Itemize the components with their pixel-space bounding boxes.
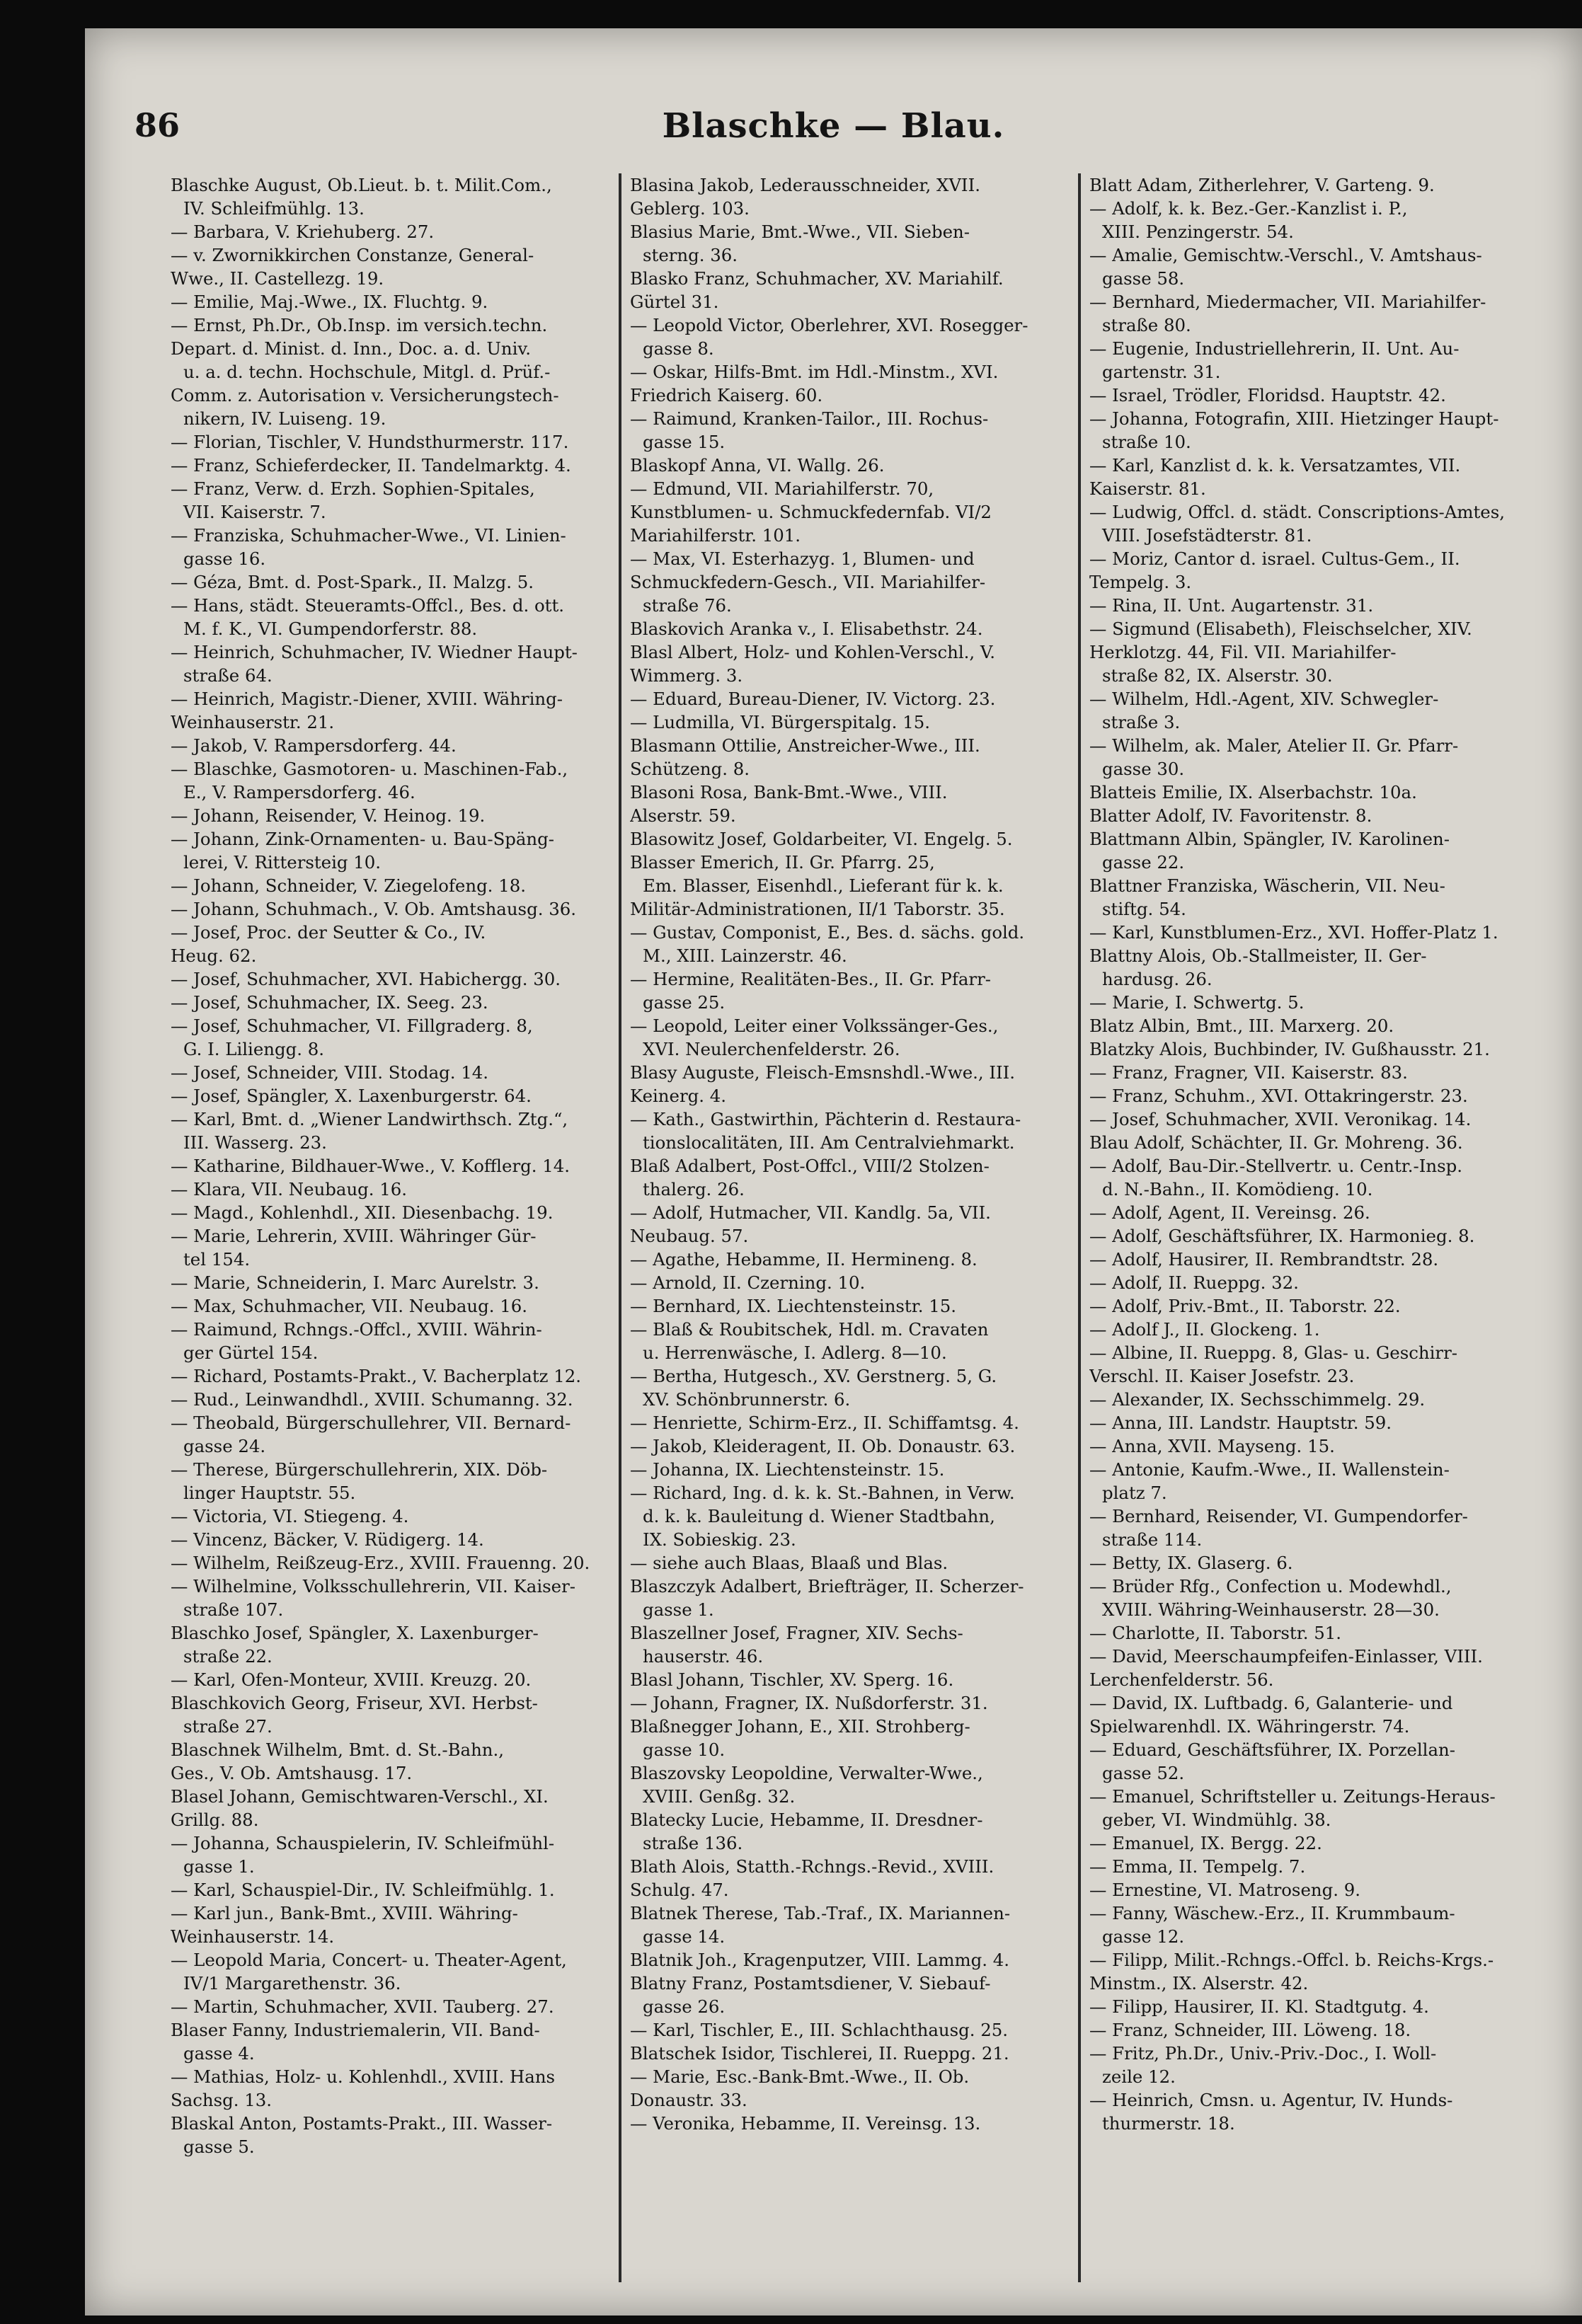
directory-entry-line: — Blaschke, Gasmotoren- u. Maschinen-Fab., <box>171 759 568 779</box>
directory-entry-line: Tempelg. 3. <box>1089 572 1192 592</box>
directory-entry-line: M. f. K., VI. Gumpendorferstr. 88. <box>183 619 478 639</box>
directory-entry-line: Blasser Emerich, II. Gr. Pfarrg. 25, <box>630 852 935 873</box>
directory-entry-line: — Johann, Schneider, V. Ziegelofeng. 18. <box>171 875 526 896</box>
directory-entry-line: gasse 1. <box>183 1856 255 1877</box>
directory-entry-line: Blaskal Anton, Postamts-Prakt., III. Wasser- <box>171 2113 553 2134</box>
directory-entry-line: straße 22. <box>183 1646 273 1667</box>
directory-entry-line: Blattny Alois, Ob.-Stallmeister, II. Ger- <box>1089 945 1427 966</box>
directory-entry-line: Alserstr. 59. <box>630 805 736 826</box>
directory-entry-line: — Fritz, Ph.Dr., Univ.-Priv.-Doc., I. Woll- <box>1089 2043 1437 2064</box>
directory-columns <box>166 173 1575 2282</box>
directory-entry-line: Verschl. II. Kaiser Josefstr. 23. <box>1089 1366 1355 1386</box>
directory-entry-line: hauserstr. 46. <box>643 1646 764 1667</box>
directory-entry-line: Heug. 62. <box>171 945 257 966</box>
directory-entry-line: Blaser Fanny, Industriemalerin, VII. Band- <box>171 2020 540 2040</box>
directory-entry-line: Blaschko Josef, Spängler, X. Laxenburger- <box>171 1623 539 1643</box>
directory-entry-line: Blasy Auguste, Fleisch-Emsnshdl.-Wwe., III. <box>630 1062 1016 1083</box>
directory-entry-line: Blaszellner Josef, Fragner, XIV. Sechs- <box>630 1623 963 1643</box>
directory-entry-line: — Leopold Maria, Concert- u. Theater-Agent, <box>171 1950 567 1970</box>
column-divider <box>1078 173 1081 2282</box>
directory-entry-line: Friedrich Kaiserg. 60. <box>630 385 823 405</box>
directory-entry-line: — Bernhard, Miedermacher, VII. Mariahilfer- <box>1089 292 1486 312</box>
directory-entry-line: — v. Zwornikkirchen Constanze, General- <box>171 245 534 265</box>
directory-page <box>85 28 1582 2316</box>
directory-entry-line: straße 114. <box>1102 1529 1203 1550</box>
directory-entry-line: gartenstr. 31. <box>1102 362 1221 382</box>
directory-entry-line: — Bertha, Hutgesch., XV. Gerstnerg. 5, G. <box>630 1366 997 1386</box>
directory-entry-line: tel 154. <box>183 1249 251 1270</box>
directory-entry-line: — Ernestine, VI. Matroseng. 9. <box>1089 1880 1360 1900</box>
directory-entry-line: Schmuckfedern-Gesch., VII. Mariahilfer- <box>630 572 986 592</box>
directory-entry-line: Blasl Albert, Holz- und Kohlen-Verschl., V. <box>630 642 996 662</box>
directory-entry-line: Blaschke August, Ob.Lieut. b. t. Milit.Com., <box>171 175 552 195</box>
directory-entry-line: linger Hauptstr. 55. <box>183 1483 356 1503</box>
directory-entry-line: — Veronika, Hebamme, II. Vereinsg. 13. <box>630 2113 981 2134</box>
directory-entry-line: Depart. d. Minist. d. Inn., Doc. a. d. Univ. <box>171 338 532 359</box>
directory-entry-line: — Jakob, Kleideragent, II. Ob. Donaustr. 63. <box>630 1436 1016 1456</box>
directory-entry-line: — Antonie, Kaufm.-Wwe., II. Wallenstein- <box>1089 1459 1450 1480</box>
directory-entry-line: Militär-Administrationen, II/1 Taborstr. 35. <box>630 899 1005 919</box>
directory-entry-line: — Katharine, Bildhauer-Wwe., V. Kofflerg. 14. <box>171 1156 571 1176</box>
directory-entry-line: — Anna, III. Landstr. Hauptstr. 59. <box>1089 1413 1392 1433</box>
directory-entry-line: M., XIII. Lainzerstr. 46. <box>643 945 847 966</box>
directory-entry-line: Schützeng. 8. <box>630 759 750 779</box>
directory-entry-line: III. Wasserg. 23. <box>183 1132 327 1153</box>
directory-entry-line: Comm. z. Autorisation v. Versicherungstech- <box>171 385 559 405</box>
directory-entry-line: tionslocalitäten, III. Am Centralviehmarkt. <box>643 1132 1015 1153</box>
directory-entry-line: — Marie, Schneiderin, I. Marc Aurelstr. 3. <box>171 1272 539 1293</box>
directory-entry-line: gasse 15. <box>643 432 726 452</box>
directory-entry-line: — Eugenie, Industriellehrerin, II. Unt. Au- <box>1089 338 1460 359</box>
directory-entry-line: Lerchenfelderstr. 56. <box>1089 1669 1274 1690</box>
directory-entry-line: — Franziska, Schuhmacher-Wwe., VI. Linien- <box>171 525 566 546</box>
directory-entry-line: Em. Blasser, Eisenhdl., Lieferant für k. k. <box>643 875 1004 896</box>
directory-entry-line: Blaszovsky Leopoldine, Verwalter-Wwe., <box>630 1763 983 1783</box>
directory-entry-line: Blaschkovich Georg, Friseur, XVI. Herbst- <box>171 1693 538 1713</box>
directory-entry-line: Blasius Marie, Bmt.-Wwe., VII. Sieben- <box>630 222 970 242</box>
directory-entry-line: Blaszczyk Adalbert, Briefträger, II. Scherzer- <box>630 1576 1024 1597</box>
directory-entry-line: VII. Kaiserstr. 7. <box>183 502 326 522</box>
directory-entry-line: — Charlotte, II. Taborstr. 51. <box>1089 1623 1341 1643</box>
directory-entry-line: Blaskovich Aranka v., I. Elisabethstr. 24. <box>630 619 983 639</box>
directory-entry-line: Blasl Johann, Tischler, XV. Sperg. 16. <box>630 1669 954 1690</box>
directory-entry-line: Blatz Albin, Bmt., III. Marxerg. 20. <box>1089 1016 1394 1036</box>
directory-entry-line: straße 82, IX. Alserstr. 30. <box>1102 665 1333 686</box>
column-left <box>166 173 614 2282</box>
directory-entry-line: — Franz, Schuhm., XVI. Ottakringerstr. 23. <box>1089 1086 1468 1106</box>
directory-entry-line: Blasina Jakob, Lederausschneider, XVII. <box>630 175 980 195</box>
directory-entry-line: — Mathias, Holz- u. Kohlenhdl., XVIII. Hans <box>171 2066 556 2087</box>
directory-entry-line: Schulg. 47. <box>630 1880 729 1900</box>
directory-entry-line: Minstm., IX. Alserstr. 42. <box>1089 1973 1309 1994</box>
directory-entry-line: G. I. Liliengg. 8. <box>183 1039 325 1059</box>
directory-entry-line: d. N.-Bahn., II. Komödieng. 10. <box>1102 1179 1373 1200</box>
directory-entry-line: — Emanuel, IX. Bergg. 22. <box>1089 1833 1322 1853</box>
directory-entry-line: Blaskopf Anna, VI. Wallg. 26. <box>630 455 885 476</box>
directory-entry-line: gasse 52. <box>1102 1763 1185 1783</box>
directory-entry-line: Blasowitz Josef, Goldarbeiter, VI. Engelg. 5. <box>630 829 1013 849</box>
directory-entry-line: gasse 24. <box>183 1436 266 1456</box>
directory-entry-line: platz 7. <box>1102 1483 1167 1503</box>
directory-entry-line: — Wilhelm, Reißzeug-Erz., XVIII. Frauenng. 20. <box>171 1553 590 1573</box>
directory-entry-line: — Josef, Spängler, X. Laxenburgerstr. 64. <box>171 1086 532 1106</box>
directory-entry-line: — Josef, Proc. der Seutter & Co., IV. <box>171 922 486 943</box>
directory-entry-line: thurmerstr. 18. <box>1102 2113 1235 2134</box>
directory-entry-line: Blau Adolf, Schächter, II. Gr. Mohreng. 36. <box>1089 1132 1463 1153</box>
directory-entry-line: XIII. Penzingerstr. 54. <box>1102 222 1294 242</box>
column-right <box>1085 173 1533 2282</box>
directory-entry-line: — Ludmilla, VI. Bürgerspitalg. 15. <box>630 712 930 732</box>
directory-entry-line: Mariahilferstr. 101. <box>630 525 801 546</box>
directory-entry-line: — Heinrich, Schuhmacher, IV. Wiedner Haupt- <box>171 642 578 662</box>
running-head: Blaschke — Blau. <box>662 106 1005 146</box>
page-header <box>134 106 1532 163</box>
directory-entry-line: Blasoni Rosa, Bank-Bmt.-Wwe., VIII. <box>630 782 948 803</box>
directory-entry-line: gasse 12. <box>1102 1926 1185 1947</box>
directory-entry-line: — Adolf, Hausirer, II. Rembrandtstr. 28. <box>1089 1249 1439 1270</box>
directory-entry-line: — Emanuel, Schriftsteller u. Zeitungs-Heraus- <box>1089 1786 1496 1807</box>
directory-entry-line: XVIII. Währing-Weinhauserstr. 28—30. <box>1102 1599 1440 1620</box>
directory-entry-line: — Agathe, Hebamme, II. Hermineng. 8. <box>630 1249 978 1270</box>
directory-entry-line: — Karl, Tischler, E., III. Schlachthausg. 25. <box>630 2020 1008 2040</box>
directory-entry-line: thalerg. 26. <box>643 1179 745 1200</box>
directory-entry-line: VIII. Josefstädterstr. 81. <box>1102 525 1312 546</box>
directory-entry-line: — Johanna, Schauspielerin, IV. Schleifmühl- <box>171 1833 555 1853</box>
directory-entry-line: geber, VI. Windmühlg. 38. <box>1102 1810 1331 1830</box>
directory-entry-line: — Wilhelm, ak. Maler, Atelier II. Gr. Pfarr- <box>1089 735 1459 756</box>
directory-entry-line: — Therese, Bürgerschullehrerin, XIX. Döb- <box>171 1459 548 1480</box>
directory-entry-line: Blaßnegger Johann, E., XII. Strohberg- <box>630 1716 970 1737</box>
directory-entry-line: Neubaug. 57. <box>630 1226 749 1246</box>
directory-entry-line: — Karl jun., Bank-Bmt., XVIII. Währing- <box>171 1903 518 1923</box>
directory-entry-line: — Johann, Reisender, V. Heinog. 19. <box>171 805 486 826</box>
directory-entry-line: Blaschnek Wilhelm, Bmt. d. St.-Bahn., <box>171 1739 505 1760</box>
directory-entry-line: Blath Alois, Statth.-Rchngs.-Revid., XVIII. <box>630 1856 995 1877</box>
directory-entry-line: — Franz, Schieferdecker, II. Tandelmarktg. 4. <box>171 455 571 476</box>
directory-entry-line: — Kath., Gastwirthin, Pächterin d. Restaura- <box>630 1109 1021 1129</box>
directory-entry-line: — Ernst, Ph.Dr., Ob.Insp. im versich.techn. <box>171 315 548 335</box>
directory-entry-line: gasse 16. <box>183 548 266 569</box>
directory-entry-line: — Henriette, Schirm-Erz., II. Schiffamtsg. 4. <box>630 1413 1019 1433</box>
directory-entry-line: Blatter Adolf, IV. Favoritenstr. 8. <box>1089 805 1372 826</box>
directory-entry-line: — Fanny, Wäschew.-Erz., II. Krummbaum- <box>1089 1903 1455 1923</box>
directory-entry-line: — Johann, Schuhmach., V. Ob. Amtshausg. 36. <box>171 899 576 919</box>
directory-entry-line: Gürtel 31. <box>630 292 719 312</box>
directory-entry-line: ger Gürtel 154. <box>183 1342 319 1363</box>
directory-entry-line: Sachsg. 13. <box>171 2090 273 2110</box>
directory-entry-line: — Alexander, IX. Sechsschimmelg. 29. <box>1089 1389 1426 1410</box>
directory-entry-line: Blatecky Lucie, Hebamme, II. Dresdner- <box>630 1810 983 1830</box>
directory-entry-line: — Moriz, Cantor d. israel. Cultus-Gem., II. <box>1089 548 1460 569</box>
directory-entry-line: — Leopold, Leiter einer Volkssänger-Ges., <box>630 1016 999 1036</box>
column-middle <box>626 173 1074 2282</box>
directory-entry-line: straße 76. <box>643 595 732 616</box>
directory-entry-line: — Richard, Postamts-Prakt., V. Bacherplatz 12. <box>171 1366 582 1386</box>
directory-entry-line: — Josef, Schuhmacher, IX. Seeg. 23. <box>171 992 488 1013</box>
directory-entry-line: — David, Meerschaumpfeifen-Einlasser, VIII. <box>1089 1646 1483 1667</box>
directory-entry-line: — Adolf J., II. Glockeng. 1. <box>1089 1319 1320 1340</box>
directory-entry-line: — Magd., Kohlenhdl., XII. Diesenbachg. 19. <box>171 1202 554 1223</box>
directory-entry-line: — Josef, Schneider, VIII. Stodag. 14. <box>171 1062 489 1083</box>
directory-entry-line: — Brüder Rfg., Confection u. Modewhdl., <box>1089 1576 1452 1597</box>
directory-entry-line: — Johanna, IX. Liechtensteinstr. 15. <box>630 1459 945 1480</box>
directory-entry-line: straße 136. <box>643 1833 743 1853</box>
directory-entry-line: gasse 30. <box>1102 759 1185 779</box>
directory-entry-line: Weinhauserstr. 21. <box>171 712 335 732</box>
directory-entry-line: gasse 4. <box>183 2043 255 2064</box>
directory-entry-line: — Edmund, VII. Mariahilferstr. 70, <box>630 478 934 499</box>
directory-entry-line: Blatnik Joh., Kragenputzer, VIII. Lammg. 4. <box>630 1950 1010 1970</box>
directory-entry-line: — Klara, VII. Neubaug. 16. <box>171 1179 408 1200</box>
directory-entry-line: — Adolf, Hutmacher, VII. Kandlg. 5a, VII. <box>630 1202 991 1223</box>
directory-entry-line: u. a. d. techn. Hochschule, Mitgl. d. Prüf.- <box>183 362 551 382</box>
directory-entry-line: Blasmann Ottilie, Anstreicher-Wwe., III. <box>630 735 980 756</box>
directory-entry-line: lerei, V. Rittersteig 10. <box>183 852 382 873</box>
directory-entry-line: XVIII. Genßg. 32. <box>643 1786 796 1807</box>
directory-entry-line: — siehe auch Blaas, Blaaß und Blas. <box>630 1553 948 1573</box>
page-number: 86 <box>134 106 180 144</box>
directory-entry-line: — Max, Schuhmacher, VII. Neubaug. 16. <box>171 1296 528 1316</box>
directory-entry-line: Blatschek Isidor, Tischlerei, II. Rueppg. 21. <box>630 2043 1009 2064</box>
directory-entry-line: Weinhauserstr. 14. <box>171 1926 335 1947</box>
directory-entry-line: d. k. k. Bauleitung d. Wiener Stadtbahn, <box>643 1506 995 1526</box>
directory-entry-line: — Hermine, Realitäten-Bes., II. Gr. Pfarr- <box>630 969 991 989</box>
directory-entry-line: — Adolf, Agent, II. Vereinsg. 26. <box>1089 1202 1370 1223</box>
directory-entry-line: Blattmann Albin, Spängler, IV. Karolinen- <box>1089 829 1450 849</box>
directory-entry-line: stiftg. 54. <box>1102 899 1186 919</box>
directory-entry-line: gasse 22. <box>1102 852 1185 873</box>
directory-entry-line: Ges., V. Ob. Amtshausg. 17. <box>171 1763 413 1783</box>
directory-entry-line: — Albine, II. Rueppg. 8, Glas- u. Geschirr- <box>1089 1342 1457 1363</box>
directory-entry-line: — Arnold, II. Czerning. 10. <box>630 1272 866 1293</box>
directory-entry-line: — Franz, Fragner, VII. Kaiserstr. 83. <box>1089 1062 1408 1083</box>
directory-entry-line: gasse 5. <box>183 2136 255 2157</box>
directory-entry-line: — Franz, Schneider, III. Löweng. 18. <box>1089 2020 1411 2040</box>
directory-entry-line: XVI. Neulerchenfelderstr. 26. <box>643 1039 900 1059</box>
directory-entry-line: Blasko Franz, Schuhmacher, XV. Mariahilf. <box>630 268 1004 289</box>
directory-entry-line: straße 3. <box>1102 712 1181 732</box>
directory-entry-line: Geblerg. 103. <box>630 198 750 219</box>
directory-entry-line: — Oskar, Hilfs-Bmt. im Hdl.-Minstm., XVI. <box>630 362 999 382</box>
directory-entry-line: — Josef, Schuhmacher, XVI. Habichergg. 30. <box>171 969 561 989</box>
directory-entry-line: gasse 58. <box>1102 268 1185 289</box>
directory-entry-line: Blatny Franz, Postamtsdiener, V. Siebauf- <box>630 1973 991 1994</box>
directory-entry-line: Blatt Adam, Zitherlehrer, V. Garteng. 9. <box>1089 175 1435 195</box>
directory-entry-line: — Rud., Leinwandhdl., XVIII. Schumanng. 32. <box>171 1389 573 1410</box>
directory-entry-line: IV/1 Margarethenstr. 36. <box>183 1973 401 1994</box>
directory-entry-line: straße 27. <box>183 1716 273 1737</box>
directory-entry-line: — Josef, Schuhmacher, VI. Fillgraderg. 8, <box>171 1016 533 1036</box>
directory-entry-line: Blasel Johann, Gemischtwaren-Verschl., XI. <box>171 1786 549 1807</box>
directory-entry-line: — Heinrich, Cmsn. u. Agentur, IV. Hunds- <box>1089 2090 1453 2110</box>
directory-entry-line: — Emilie, Maj.-Wwe., IX. Fluchtg. 9. <box>171 292 488 312</box>
directory-entry-line: Blaß Adalbert, Post-Offcl., VIII/2 Stolzen- <box>630 1156 990 1176</box>
directory-entry-line: Kaiserstr. 81. <box>1089 478 1206 499</box>
directory-entry-line: — Sigmund (Elisabeth), Fleischselcher, XIV. <box>1089 619 1472 639</box>
directory-entry-line: Wimmerg. 3. <box>630 665 743 686</box>
directory-entry-line: — Géza, Bmt. d. Post-Spark., II. Malzg. 5. <box>171 572 534 592</box>
directory-entry-line: — Filipp, Milit.-Rchngs.-Offcl. b. Reichs-Krgs.- <box>1089 1950 1494 1970</box>
directory-entry-line: Blatzky Alois, Buchbinder, IV. Gußhausstr. 21. <box>1089 1039 1490 1059</box>
directory-entry-line: — Ludwig, Offcl. d. städt. Conscriptions-Amtes, <box>1089 502 1505 522</box>
directory-entry-line: — Leopold Victor, Oberlehrer, XVI. Rosegger- <box>630 315 1028 335</box>
directory-entry-line: — Theobald, Bürgerschullehrer, VII. Bernard- <box>171 1413 571 1433</box>
directory-entry-line: IX. Sobieskig. 23. <box>643 1529 796 1550</box>
directory-entry-line: — Karl, Kanzlist d. k. k. Versatzamtes, VII. <box>1089 455 1461 476</box>
directory-entry-line: Grillg. 88. <box>171 1810 259 1830</box>
directory-entry-line: — Raimund, Kranken-Tailor., III. Rochus- <box>630 408 989 429</box>
directory-entry-line: — Rina, II. Unt. Augartenstr. 31. <box>1089 595 1374 616</box>
directory-entry-line: — Victoria, VI. Stiegeng. 4. <box>171 1506 409 1526</box>
directory-entry-line: — Gustav, Componist, E., Bes. d. sächs. gold. <box>630 922 1025 943</box>
directory-entry-line: — Emma, II. Tempelg. 7. <box>1089 1856 1306 1877</box>
directory-entry-line: — Heinrich, Magistr.-Diener, XVIII. Währing- <box>171 689 563 709</box>
directory-entry-line: — Florian, Tischler, V. Hundsthurmerstr. 117. <box>171 432 569 452</box>
directory-entry-line: — Raimund, Rchngs.-Offcl., XVIII. Währin- <box>171 1319 542 1340</box>
directory-entry-line: — Martin, Schuhmacher, XVII. Tauberg. 27. <box>171 1996 554 2017</box>
directory-entry-line: gasse 26. <box>643 1996 726 2017</box>
directory-entry-line: — Karl, Ofen-Monteur, XVIII. Kreuzg. 20. <box>171 1669 532 1690</box>
directory-entry-line: Kunstblumen- u. Schmuckfedernfab. VI/2 <box>630 502 992 522</box>
directory-entry-line: — Richard, Ing. d. k. k. St.-Bahnen, in Verw. <box>630 1483 1015 1503</box>
directory-entry-line: — Johann, Zink-Ornamenten- u. Bau-Späng- <box>171 829 555 849</box>
directory-entry-line: — Karl, Schauspiel-Dir., IV. Schleifmühlg. 1. <box>171 1880 555 1900</box>
directory-entry-line: straße 10. <box>1102 432 1191 452</box>
directory-entry-line: — Marie, I. Schwertg. 5. <box>1089 992 1305 1013</box>
directory-entry-line: — Wilhelm, Hdl.-Agent, XIV. Schwegler- <box>1089 689 1439 709</box>
directory-entry-line: — Johann, Fragner, IX. Nußdorferstr. 31. <box>630 1693 988 1713</box>
column-divider <box>619 173 621 2282</box>
directory-entry-line: XV. Schönbrunnerstr. 6. <box>643 1389 851 1410</box>
directory-entry-line: — Adolf, Priv.-Bmt., II. Taborstr. 22. <box>1089 1296 1401 1316</box>
directory-entry-line: — Israel, Trödler, Floridsd. Hauptstr. 42. <box>1089 385 1446 405</box>
directory-entry-line: u. Herrenwäsche, I. Adlerg. 8—10. <box>643 1342 947 1363</box>
directory-entry-line: — Eduard, Geschäftsführer, IX. Porzellan- <box>1089 1739 1455 1760</box>
directory-entry-line: — Adolf, Bau-Dir.-Stellvertr. u. Centr.-Insp. <box>1089 1156 1462 1176</box>
directory-entry-line: — Marie, Esc.-Bank-Bmt.-Wwe., II. Ob. <box>630 2066 970 2087</box>
directory-entry-line: — Adolf, k. k. Bez.-Ger.-Kanzlist i. P., <box>1089 198 1408 219</box>
directory-entry-line: — Jakob, V. Rampersdorferg. 44. <box>171 735 457 756</box>
directory-entry-line: Keinerg. 4. <box>630 1086 726 1106</box>
directory-entry-line: nikern, IV. Luiseng. 19. <box>183 408 386 429</box>
directory-entry-line: Herklotzg. 44, Fil. VII. Mariahilfer- <box>1089 642 1397 662</box>
directory-entry-line: IV. Schleifmühlg. 13. <box>183 198 365 219</box>
directory-entry-line: E., V. Rampersdorferg. 46. <box>183 782 415 803</box>
directory-entry-line: hardusg. 26. <box>1102 969 1213 989</box>
directory-entry-line: — Bernhard, Reisender, VI. Gumpendorfer- <box>1089 1506 1468 1526</box>
directory-entry-line: straße 107. <box>183 1599 284 1620</box>
directory-entry-line: — Josef, Schuhmacher, XVII. Veronikag. 14. <box>1089 1109 1472 1129</box>
directory-entry-line: — Eduard, Bureau-Diener, IV. Victorg. 23. <box>630 689 996 709</box>
directory-entry-line: — Karl, Bmt. d. „Wiener Landwirthsch. Ztg.“, <box>171 1109 568 1129</box>
directory-entry-line: — Filipp, Hausirer, II. Kl. Stadtgutg. 4. <box>1089 1996 1429 2017</box>
directory-entry-line: — Vincenz, Bäcker, V. Rüdigerg. 14. <box>171 1529 484 1550</box>
directory-entry-line: gasse 14. <box>643 1926 726 1947</box>
directory-entry-line: — Betty, IX. Glaserg. 6. <box>1089 1553 1293 1573</box>
directory-entry-line: Spielwarenhdl. IX. Währingerstr. 74. <box>1089 1716 1410 1737</box>
directory-entry-line: straße 64. <box>183 665 273 686</box>
directory-entry-line: sterng. 36. <box>643 245 738 265</box>
directory-entry-line: — Blaß & Roubitschek, Hdl. m. Cravaten <box>630 1319 989 1340</box>
directory-entry-line: — Franz, Verw. d. Erzh. Sophien-Spitales, <box>171 478 535 499</box>
directory-entry-line: zeile 12. <box>1102 2066 1176 2087</box>
directory-entry-line: — Hans, städt. Steueramts-Offcl., Bes. d. ott. <box>171 595 565 616</box>
directory-entry-line: — David, IX. Luftbadg. 6, Galanterie- und <box>1089 1693 1453 1713</box>
directory-entry-line: — Wilhelmine, Volksschullehrerin, VII. Kaiser- <box>171 1576 575 1597</box>
directory-entry-line: — Barbara, V. Kriehuberg. 27. <box>171 222 435 242</box>
directory-entry-line: Wwe., II. Castellezg. 19. <box>171 268 384 289</box>
directory-entry-line: — Bernhard, IX. Liechtensteinstr. 15. <box>630 1296 957 1316</box>
directory-entry-line: gasse 25. <box>643 992 726 1013</box>
directory-entry-line: gasse 1. <box>643 1599 714 1620</box>
directory-entry-line: Blattner Franziska, Wäscherin, VII. Neu- <box>1089 875 1445 896</box>
directory-entry-line: — Karl, Kunstblumen-Erz., XVI. Hoffer-Platz 1. <box>1089 922 1498 943</box>
directory-entry-line: — Anna, XVII. Mayseng. 15. <box>1089 1436 1335 1456</box>
directory-entry-line: straße 80. <box>1102 315 1191 335</box>
directory-entry-line: — Adolf, Geschäftsführer, IX. Harmonieg. 8. <box>1089 1226 1475 1246</box>
directory-entry-line: Blatteis Emilie, IX. Alserbachstr. 10a. <box>1089 782 1417 803</box>
directory-entry-line: Blatnek Therese, Tab.-Traf., IX. Mariannen- <box>630 1903 1011 1923</box>
directory-entry-line: gasse 10. <box>643 1739 726 1760</box>
directory-entry-line: — Max, VI. Esterhazyg. 1, Blumen- und <box>630 548 975 569</box>
directory-entry-line: — Amalie, Gemischtw.-Verschl., V. Amtshaus- <box>1089 245 1482 265</box>
directory-entry-line: — Adolf, II. Rueppg. 32. <box>1089 1272 1299 1293</box>
directory-entry-line: gasse 8. <box>643 338 714 359</box>
directory-entry-line: Donaustr. 33. <box>630 2090 747 2110</box>
directory-entry-line: — Marie, Lehrerin, XVIII. Währinger Gür- <box>171 1226 537 1246</box>
directory-entry-line: — Johanna, Fotografin, XIII. Hietzinger Haupt- <box>1089 408 1499 429</box>
